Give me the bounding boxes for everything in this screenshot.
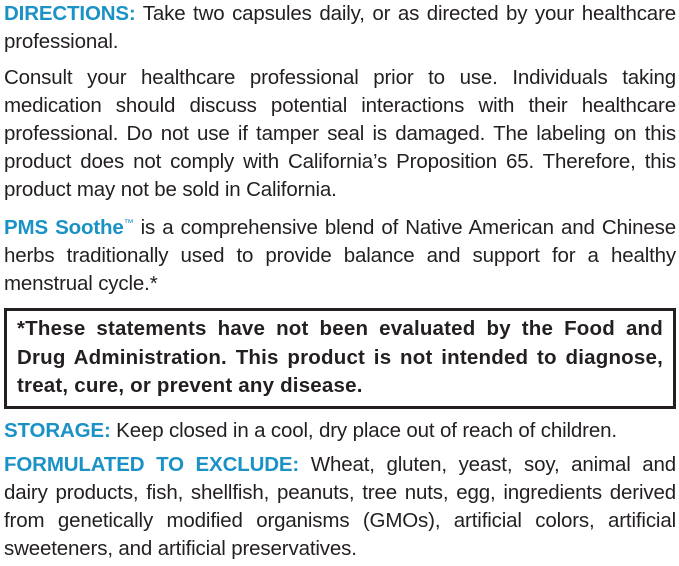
trademark-symbol: ™ [123, 218, 134, 230]
supplement-label-text [4, 0, 676, 563]
directions-paragraph [4, 0, 676, 56]
exclusions-text: Wheat, gluten, yeast, soy, animal and dairy products, fish, shellfish, peanuts, tree nuts, egg, ingredients derived from genetically modified organisms (GMOs), artificial colors, artificial sweeteners, and artificial preservatives. [4, 452, 677, 560]
storage-text: Keep closed in a cool, dry place out of reach of children. [110, 418, 617, 442]
exclusions-heading: FORMULATED TO EXCLUDE: [4, 452, 300, 476]
exclusions-paragraph [4, 451, 676, 563]
warning-text: Consult your healthcare professional prior to use. Individuals taking medication should discuss potential interactions with their healthcare professional. Do not use if tamper seal is damaged. The labeling on this product does not comply with California’s Proposition 65. Therefore, this product may not be sold in California. [4, 66, 676, 201]
directions-text: Take two capsules daily, or as directed by your healthcare professional. [4, 2, 676, 53]
warning-paragraph [4, 64, 676, 204]
storage-heading: STORAGE: [4, 418, 111, 442]
product-description-text: is a comprehensive blend of Native American and Chinese herbs traditionally used to provide balance and support for a healthy menstrual cycle.* [4, 216, 676, 295]
fda-disclaimer-text: *These statements have not been evaluated by the Food and Drug Administration. This product is not intended to diagnose, treat, cure, or prevent any disease. [17, 317, 663, 397]
fda-disclaimer-box [4, 308, 676, 409]
storage-paragraph [4, 417, 676, 445]
directions-heading: DIRECTIONS: [4, 2, 136, 25]
product-name: PMS Soothe [4, 216, 124, 239]
product-description-paragraph [4, 214, 676, 298]
